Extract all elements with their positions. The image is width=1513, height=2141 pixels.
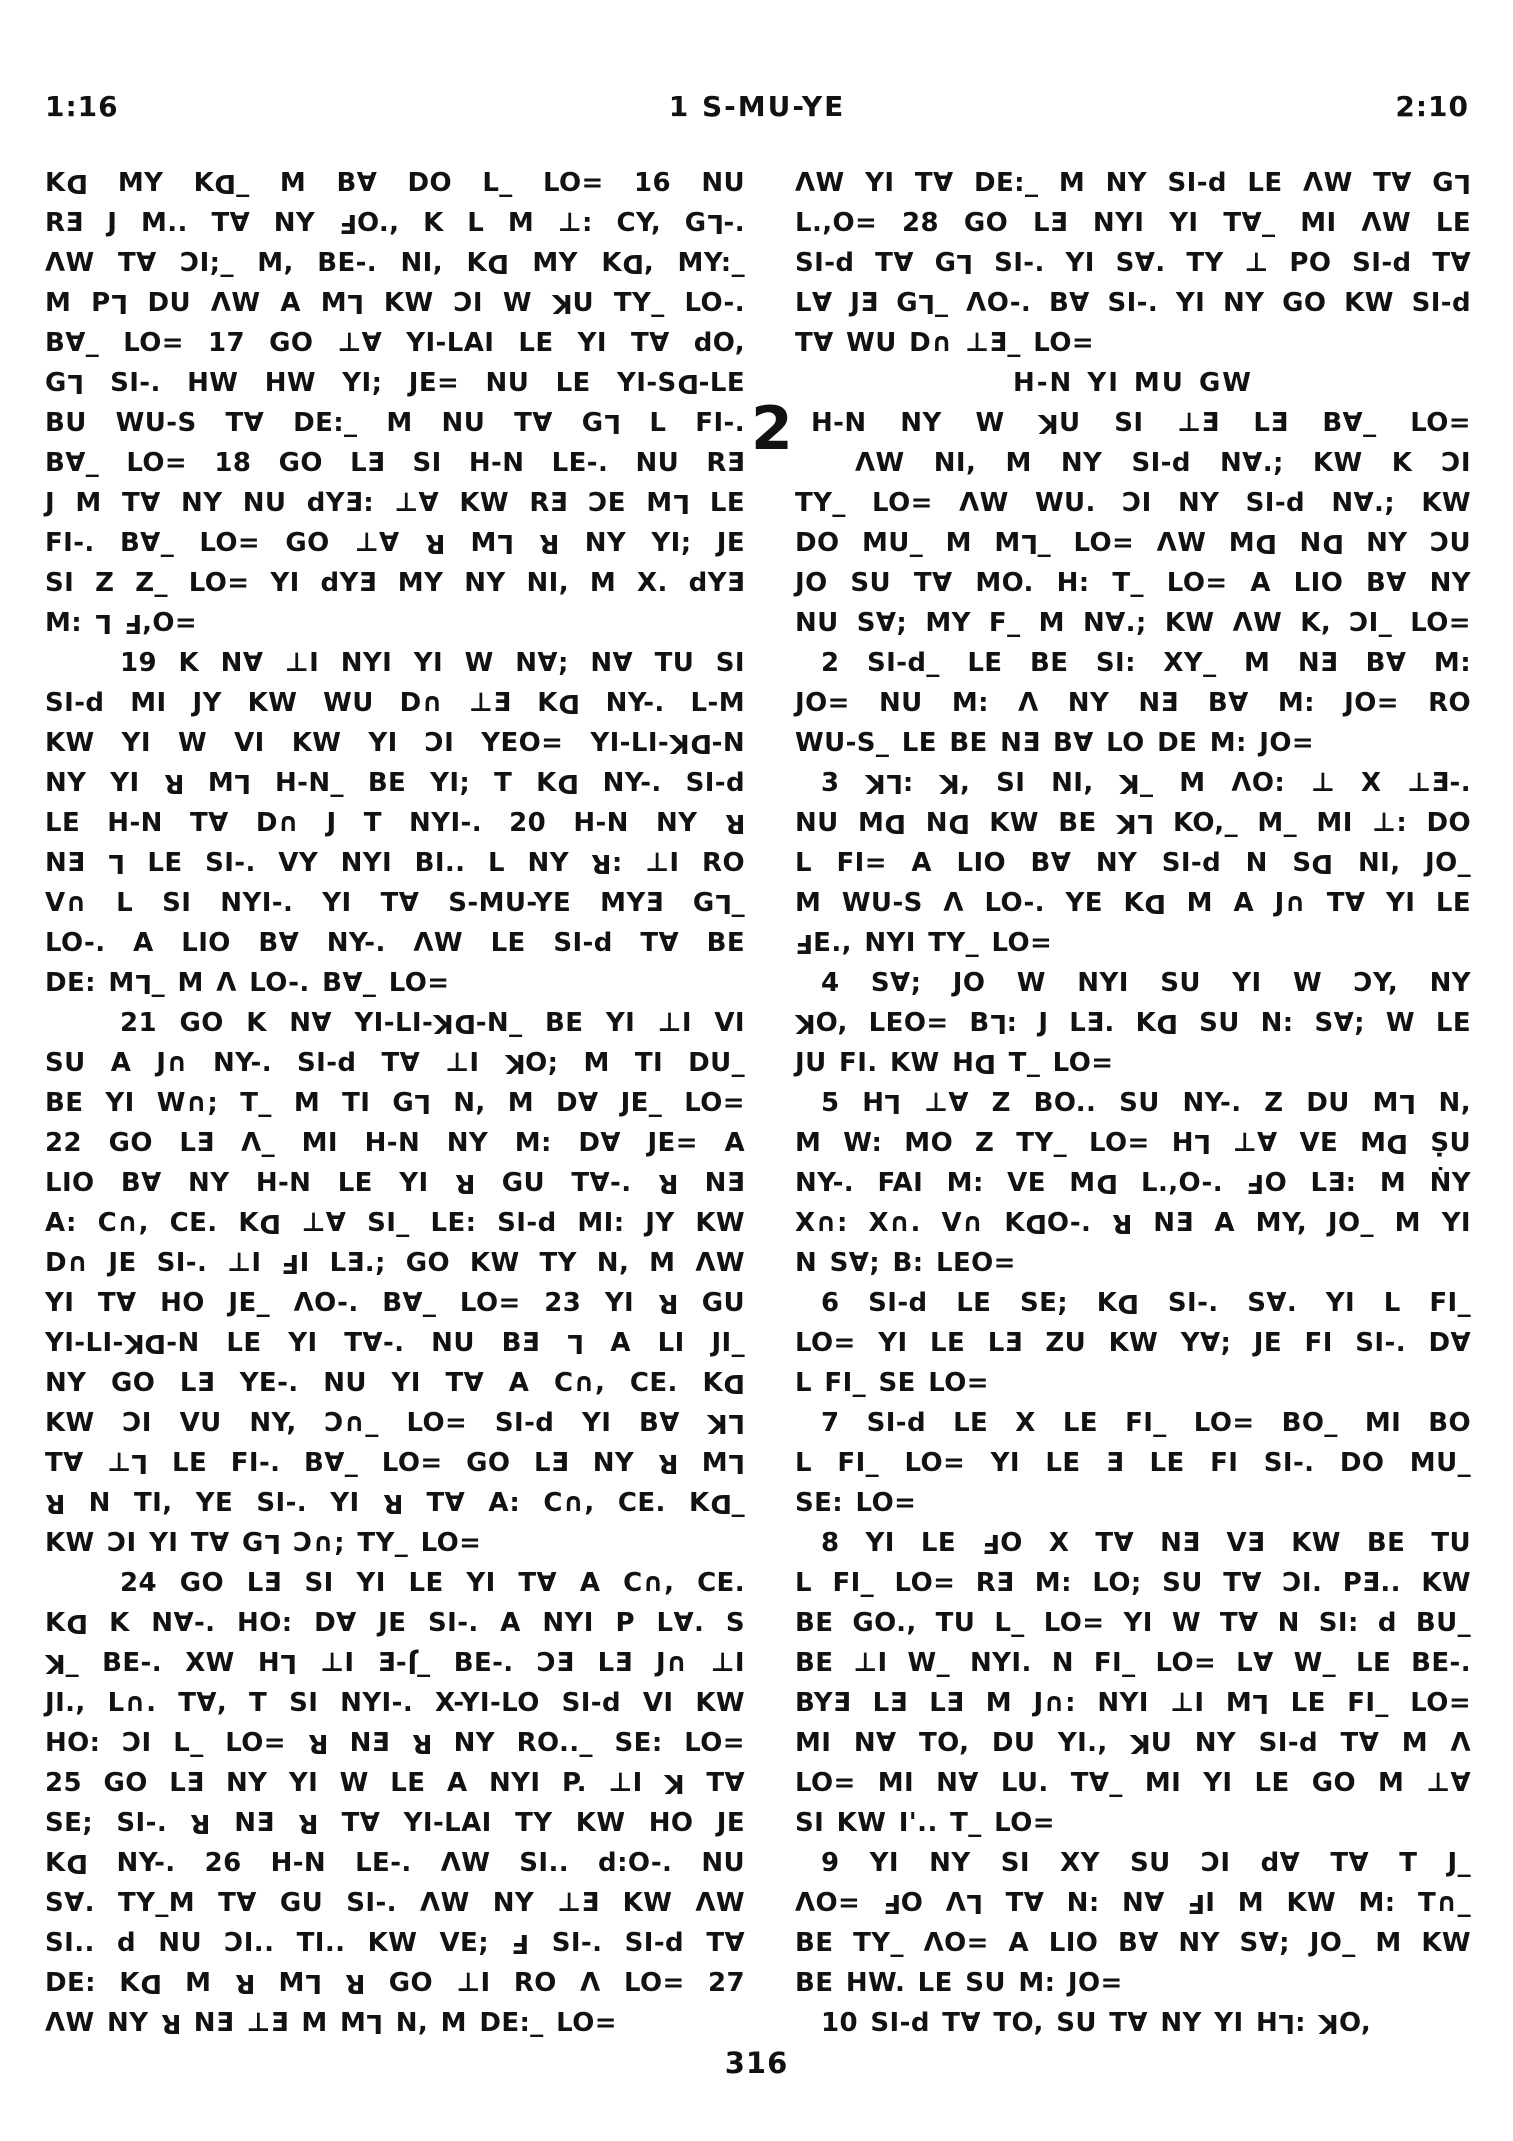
text-line: 22 GO LƎ Λ_ MI H-N NY M: D∀ JE= A bbox=[45, 1128, 745, 1158]
text-line: BE HW. LE SU M: JO= bbox=[795, 1968, 1123, 1998]
text-line: J M T∀ NY NU dYƎ: ⊥∀ KW RƎ ƆE ML LE bbox=[45, 483, 745, 523]
rotated-glyph: F bbox=[123, 608, 143, 638]
rotated-glyph: L bbox=[94, 608, 112, 638]
text-line: FI-. B∀_ LO= GO ⊥∀ R ML R NY YI; JE bbox=[45, 523, 745, 563]
rotated-glyph: R bbox=[657, 1168, 679, 1198]
rotated-glyph: R bbox=[411, 1728, 432, 1758]
rotated-glyph: L bbox=[107, 848, 125, 878]
rotated-glyph: K bbox=[1119, 768, 1141, 798]
text-line: 6 SI-d LE SE; KD SI-. S∀. YI L FI_ bbox=[795, 1283, 1471, 1323]
rotated-glyph: D bbox=[1144, 888, 1167, 918]
rotated-glyph: R bbox=[307, 1728, 329, 1758]
rotated-glyph: R bbox=[657, 1448, 679, 1478]
text-line: NU MD ND KW BE KL KO,_ M_ MI ⊥: DO bbox=[795, 803, 1471, 843]
text-line: B∀_ LO= 17 GO ⊥∀ YI-LAI LE YI T∀ dO, bbox=[45, 328, 745, 358]
chapter-drop-cap-number: 2 bbox=[751, 394, 793, 464]
text-line: 7 SI-d LE X LE FI_ LO= BO_ MI BO bbox=[821, 1408, 1471, 1438]
rotated-glyph: R bbox=[454, 1168, 476, 1198]
text-line: M PL DU ΛW A ML KW ƆI W KU TY_ LO-. bbox=[45, 283, 745, 323]
text-line: JU FI. KW HD T_ LO= bbox=[795, 1043, 1471, 1083]
text-line: 5 HL ⊥∀ Z BO.. SU NY-. Z DU ML N, bbox=[795, 1083, 1471, 1123]
text-line: ΛW YI T∀ DE:_ M NY SI-d LE ΛW T∀ GL bbox=[795, 163, 1471, 203]
text-line: RƎ J M.. T∀ NY FO., K L M ⊥: CY, GL-. bbox=[45, 203, 745, 243]
text-line: LO= YI LE LƎ ZU KW Y∀; JE FI SI-. D∀ bbox=[795, 1328, 1471, 1358]
text-line: V∩ L SI NYI-. YI T∀ S-MU-YE MYƎ GL_ bbox=[45, 883, 745, 923]
rotated-glyph: L bbox=[1193, 1128, 1211, 1158]
text-line: 3 KL: K, SI NI, K_ M ΛO: ⊥ X ⊥Ǝ-. bbox=[795, 763, 1471, 803]
rotated-glyph: L bbox=[966, 1888, 984, 1918]
rotated-glyph: K bbox=[939, 768, 961, 798]
rotated-glyph: D bbox=[65, 168, 88, 198]
text-line: KW YI W VI KW YI ƆI YEO= YI-LI-KD-N bbox=[45, 723, 745, 763]
text-line: SI.. d NU ƆI.. TI.. KW VE; F SI-. SI-d T∀ bbox=[45, 1923, 745, 1963]
rotated-glyph: R bbox=[297, 1808, 319, 1838]
rotated-glyph: K bbox=[664, 1768, 685, 1798]
text-line: KD MY KD_ M B∀ DO L_ LO= 16 NU bbox=[45, 163, 745, 203]
text-line: L FI_ SE LO= bbox=[795, 1368, 989, 1398]
text-line: SI Z Z_ LO= YI dYƎ MY NY NI, M X. dYƎ bbox=[45, 568, 745, 598]
rotated-glyph: L bbox=[566, 1328, 584, 1358]
text-line: SE: LO= bbox=[795, 1488, 917, 1518]
text-line: A: C∩, CE. KD ⊥∀ SI_ LE: SI-d MI: JY KW bbox=[45, 1203, 745, 1243]
text-line: 10 SI-d T∀ TO, SU T∀ NY YI HL: KO, bbox=[795, 2003, 1471, 2043]
text-line: LE H-N T∀ D∩ J T NYI-. 20 H-N NY R bbox=[45, 803, 745, 843]
rotated-glyph: R bbox=[591, 848, 612, 878]
text-line: KW ƆI VU NY, Ɔ∩_ LO= SI-d YI B∀ KL bbox=[45, 1403, 745, 1443]
rotated-glyph: R bbox=[657, 1288, 679, 1318]
rotated-glyph: D bbox=[1321, 528, 1344, 558]
text-line: BE TY_ ΛO= A LIO B∀ NY S∀; JO_ M KW bbox=[795, 1928, 1471, 1958]
rotated-glyph: F bbox=[882, 1888, 901, 1918]
text-line: BYƎ LƎ LƎ M J∩: NYI ⊥I ML LE FI_ LO= bbox=[795, 1683, 1471, 1723]
text-line: B∀_ LO= 18 GO LƎ SI H-N LE-. NU RƎ bbox=[45, 448, 745, 478]
text-line: HO: ƆI L_ LO= R NƎ R NY RO.._ SE: LO= bbox=[45, 1723, 745, 1763]
text-line: WU-S_ LE BE NƎ B∀ LO DE M: JO= bbox=[795, 728, 1315, 758]
rotated-glyph: K bbox=[1116, 808, 1137, 838]
text-line: L.,O= 28 GO LƎ NYI YI T∀_ MI ΛW LE bbox=[795, 208, 1471, 238]
text-line: BE GO., TU L_ LO= YI W T∀ N SI: d BU_ bbox=[795, 1608, 1471, 1638]
text-line: R N TI, YE SI-. YI R T∀ A: C∩, CE. KD_ bbox=[45, 1483, 745, 1523]
rotated-glyph: L bbox=[884, 1088, 902, 1118]
text-line: NU S∀; MY F_ M N∀.; KW ΛW K, ƆI_ LO= bbox=[795, 608, 1471, 638]
rotated-glyph: K bbox=[1038, 408, 1059, 438]
rotated-glyph: D bbox=[621, 248, 644, 278]
header-verse-ref-left: 1:16 bbox=[45, 90, 119, 123]
rotated-glyph: L bbox=[66, 368, 84, 398]
rotated-glyph: D bbox=[676, 368, 699, 398]
text-line: NY-. FAI M: VE MD L.,O-. FO LƎ: M ṄY bbox=[795, 1163, 1471, 1203]
text-line: JO= NU M: Λ NY NƎ B∀ M: JO= RO bbox=[795, 688, 1471, 718]
rotated-glyph: L bbox=[989, 1008, 1007, 1038]
text-line: D∩ JE SI-. ⊥I FI LƎ.; GO KW TY N, M ΛW bbox=[45, 1243, 745, 1283]
section-heading: H-N YI MU GW bbox=[1013, 368, 1253, 398]
text-line: 24 GO LƎ SI YI LE YI T∀ A C∩, CE. bbox=[120, 1568, 745, 1598]
text-line: M W: MO Z TY_ LO= HL ⊥∀ VE MD ṢU bbox=[795, 1123, 1471, 1163]
text-line: LO= MI N∀ LU. T∀_ MI YI LE GO M ⊥∀ bbox=[795, 1768, 1471, 1798]
rotated-glyph: L bbox=[1136, 808, 1154, 838]
rotated-glyph: D bbox=[65, 1608, 88, 1638]
rotated-glyph: L bbox=[496, 528, 514, 558]
page-footer bbox=[0, 2046, 1513, 2080]
rotated-glyph: F bbox=[1187, 1888, 1206, 1918]
text-line: SI KW I'.. T_ LO= bbox=[795, 1808, 1055, 1838]
rotated-glyph: L bbox=[131, 1448, 149, 1478]
rotated-glyph: K bbox=[795, 1008, 816, 1038]
rotated-glyph: K bbox=[123, 1328, 145, 1358]
page-title: 1 S-MU-YE bbox=[668, 90, 846, 123]
text-line: L FI= A LIO B∀ NY SI-d N SD NI, JO_ bbox=[795, 843, 1471, 883]
text-line: JI., L∩. T∀, T SI NYI-. X-YI-LO SI-d VI KW bbox=[45, 1688, 745, 1718]
rotated-glyph: L bbox=[1398, 1088, 1416, 1118]
rotated-glyph: D bbox=[1117, 1288, 1140, 1318]
rotated-glyph: K bbox=[669, 728, 690, 758]
rotated-glyph: D bbox=[557, 688, 580, 718]
rotated-glyph: R bbox=[382, 1488, 404, 1518]
rotated-glyph: D bbox=[65, 1848, 88, 1878]
text-line: DO MU_ M ML_ LO= ΛW MD ND NY ƆU bbox=[795, 523, 1471, 563]
rotated-glyph: K bbox=[45, 1648, 66, 1678]
text-line: GL SI-. HW HW YI; JE= NU LE YI-SD-LE bbox=[45, 363, 745, 403]
text-line: 2 SI-d_ LE BE SI: XY_ M NƎ B∀ M: bbox=[821, 648, 1471, 678]
rotated-glyph: L bbox=[1454, 168, 1471, 198]
rotated-glyph: L bbox=[280, 1648, 298, 1678]
text-line: SI-d T∀ GL SI-. YI S∀. TY ⊥ PO SI-d T∀ bbox=[795, 243, 1471, 283]
rotated-glyph: D bbox=[974, 1048, 997, 1078]
rotated-glyph: F bbox=[1246, 1168, 1265, 1198]
rotated-glyph: L bbox=[1252, 1688, 1270, 1718]
page-number: 316 bbox=[724, 2046, 789, 2080]
text-line: L∀ JƎ GL_ ΛO-. B∀ SI-. YI NY GO KW SI-d bbox=[795, 283, 1471, 323]
text-line: T∀ WU D∩ ⊥Ǝ_ LO= bbox=[795, 328, 1095, 358]
text-line: ΛW NY R NƎ ⊥Ǝ M ML N, M DE:_ LO= bbox=[45, 2003, 745, 2043]
text-line: 25 GO LƎ NY YI W LE A NYI P. ⊥I K T∀ bbox=[45, 1763, 745, 1803]
text-line: KW ƆI YI T∀ GL Ɔ∩; TY_ LO= bbox=[45, 1523, 745, 1563]
text-line: FE., NYI TY_ LO= bbox=[795, 923, 1471, 963]
rotated-glyph: D bbox=[1386, 1128, 1409, 1158]
rotated-glyph: L bbox=[672, 488, 690, 518]
text-line: LIO B∀ NY H-N LE YI R GU T∀-. R NƎ bbox=[45, 1163, 745, 1203]
rotated-glyph: L bbox=[706, 208, 724, 238]
text-line: KO, LEO= BL: J LƎ. KD SU N: S∀; W LE bbox=[795, 1003, 1471, 1043]
rotated-glyph: D bbox=[144, 1328, 167, 1358]
text-line: SI-d MI JY KW WU D∩ ⊥Ǝ KD NY-. L-M bbox=[45, 683, 745, 723]
rotated-glyph: R bbox=[424, 528, 446, 558]
text-line: ΛW NI, M NY SI-d N∀.; KW K ƆI bbox=[855, 448, 1471, 478]
text-line: LO-. A LIO B∀ NY-. ΛW LE SI-d T∀ BE bbox=[45, 928, 745, 958]
text-line: NY YI R ML H-N_ BE YI; T KD NY-. SI-d bbox=[45, 763, 745, 803]
rotated-glyph: R bbox=[724, 808, 745, 838]
rotated-glyph: D bbox=[1311, 848, 1334, 878]
text-line: S∀. TY_M T∀ GU SI-. ΛW NY ⊥Ǝ KW ΛW bbox=[45, 1888, 745, 1918]
text-line: M: L F,O= bbox=[45, 603, 745, 643]
text-line: KD NY-. 26 H-N LE-. ΛW SI.. d:O-. NU bbox=[45, 1843, 745, 1883]
text-line: YI-LI-KD-N LE YI T∀-. NU BƎ L A LI JI_ bbox=[45, 1323, 745, 1363]
rotated-glyph: D bbox=[1255, 528, 1278, 558]
rotated-glyph: K bbox=[865, 768, 886, 798]
text-line: BE YI W∩; T_ M TI GL N, M D∀ JE_ LO= bbox=[45, 1083, 745, 1123]
rotated-glyph: R bbox=[345, 1968, 366, 1998]
rotated-glyph: L bbox=[603, 408, 621, 438]
text-line: 4 S∀; JO W NYI SU YI W ƆY, NY bbox=[821, 968, 1471, 998]
rotated-glyph: D bbox=[1095, 1168, 1118, 1198]
rotated-glyph: L bbox=[918, 288, 935, 318]
rotated-glyph: D bbox=[947, 808, 970, 838]
text-line: ΛW T∀ ƆI;_ M, BE-. NI, KD MY KD, MY:_ bbox=[45, 243, 745, 283]
rotated-glyph: D bbox=[1024, 1208, 1047, 1238]
rotated-glyph: L bbox=[1020, 528, 1038, 558]
rotated-glyph: R bbox=[1112, 1208, 1133, 1238]
rotated-glyph: L bbox=[1278, 2008, 1296, 2038]
rotated-glyph: L bbox=[885, 768, 903, 798]
rotated-glyph: L bbox=[347, 288, 365, 318]
header-verse-ref-right: 2:10 bbox=[1395, 90, 1469, 123]
rotated-glyph: L bbox=[414, 1088, 432, 1118]
rotated-glyph: F bbox=[338, 208, 357, 238]
text-line: YI T∀ HO JE_ ΛO-. B∀_ LO= 23 YI R GU bbox=[45, 1283, 745, 1323]
rotated-glyph: R bbox=[163, 768, 184, 798]
text-line: ΛO= FO ΛL T∀ N: N∀ FI M KW M: T∩_ bbox=[795, 1883, 1471, 1923]
rotated-glyph: D bbox=[453, 1008, 476, 1038]
text-line: BE ⊥I W_ NYI. N FI_ LO= L∀ W_ LE BE-. bbox=[795, 1648, 1471, 1678]
text-line: SU A J∩ NY-. SI-d T∀ ⊥I KO; M TI DU_ bbox=[45, 1043, 745, 1083]
text-line: TY_ LO= ΛW WU. ƆI NY SI-d N∀.; KW bbox=[795, 488, 1471, 518]
rotated-glyph: D bbox=[884, 808, 907, 838]
rotated-glyph: D bbox=[214, 168, 237, 198]
rotated-glyph: L bbox=[110, 288, 128, 318]
rotated-glyph: L bbox=[728, 1408, 745, 1438]
rotated-glyph: J bbox=[407, 1648, 418, 1678]
rotated-glyph: D bbox=[709, 1488, 732, 1518]
text-line: N S∀; B: LEO= bbox=[795, 1248, 1016, 1278]
rotated-glyph: D bbox=[487, 248, 509, 278]
rotated-glyph: K bbox=[551, 288, 573, 318]
text-line: L FI_ LO= YI LE Ǝ LE FI SI-. DO MU_ bbox=[795, 1448, 1471, 1478]
text-line: 8 YI LE FO X T∀ NƎ VƎ KW BE TU bbox=[795, 1523, 1471, 1563]
rotated-glyph: F bbox=[511, 1928, 530, 1958]
rotated-glyph: L bbox=[304, 1968, 322, 1998]
text-line: DE: ML_ M Λ LO-. B∀_ LO= bbox=[45, 963, 745, 1003]
rotated-glyph: K bbox=[433, 1008, 454, 1038]
text-line: KD K N∀-. HO: D∀ JE SI-. A NYI P L∀. S bbox=[45, 1603, 745, 1643]
rotated-glyph: D bbox=[1156, 1008, 1179, 1038]
text-line: JO SU T∀ MO. H: T_ LO= A LIO B∀ NY bbox=[795, 568, 1471, 598]
rotated-glyph: R bbox=[160, 2008, 182, 2038]
rotated-glyph: D bbox=[139, 1968, 162, 1998]
text-line: L FI_ LO= RƎ M: LO; SU T∀ ƆI. PƎ.. KW bbox=[795, 1568, 1471, 1598]
rotated-glyph: K bbox=[504, 1048, 526, 1078]
rotated-glyph: R bbox=[234, 1968, 256, 1998]
rotated-glyph: R bbox=[539, 528, 560, 558]
text-line: 21 GO K N∀ YI-LI-KD-N_ BE YI ⊥I VI bbox=[45, 1003, 745, 1043]
rotated-glyph: F bbox=[982, 1528, 1001, 1558]
rotated-glyph: F bbox=[795, 928, 814, 958]
rotated-glyph: L bbox=[366, 2008, 384, 2038]
rotated-glyph: D bbox=[723, 1368, 745, 1398]
text-line: NY GO LƎ YE-. NU YI T∀ A C∩, CE. KD bbox=[45, 1363, 745, 1403]
rotated-glyph: D bbox=[556, 768, 579, 798]
rotated-glyph: R bbox=[190, 1808, 211, 1838]
text-line: DE: KD M R ML R GO ⊥I RO Λ LO= 27 bbox=[45, 1963, 745, 2003]
rotated-glyph: L bbox=[728, 1448, 745, 1478]
rotated-glyph: F bbox=[281, 1248, 300, 1278]
rotated-glyph: D bbox=[689, 728, 712, 758]
rotated-glyph: L bbox=[134, 968, 152, 998]
text-line: NƎ L LE SI-. VY NYI BI.. L NY R: ⊥I RO bbox=[45, 843, 745, 883]
rotated-glyph: L bbox=[956, 248, 974, 278]
rotated-glyph: K bbox=[1130, 1728, 1151, 1758]
text-line: K_ BE-. XW HL ⊥I Ǝ-J_ BE-. ƆƎ LƎ J∩ ⊥I bbox=[45, 1643, 745, 1683]
rotated-glyph: L bbox=[263, 1528, 281, 1558]
text-line: MI N∀ TO, DU YI., KU NY SI-d T∀ M Λ bbox=[795, 1723, 1471, 1763]
text-line: M WU-S Λ LO-. YE KD M A J∩ T∀ YI LE bbox=[795, 883, 1471, 923]
text-line: 9 YI NY SI XY SU ƆI d∀ T∀ T J_ bbox=[821, 1848, 1471, 1878]
rotated-glyph: K bbox=[707, 1408, 729, 1438]
right-text-column bbox=[751, 163, 1472, 2043]
left-text-column bbox=[45, 163, 745, 2043]
rotated-glyph: K bbox=[1318, 2008, 1339, 2038]
text-line: X∩: X∩. V∩ KDO-. R NƎ A MY, JO_ M YI bbox=[795, 1203, 1471, 1243]
text-line: BU WU-S T∀ DE:_ M NU T∀ GL L FI-. bbox=[45, 403, 745, 443]
page-header bbox=[45, 90, 1469, 126]
rotated-glyph: L bbox=[714, 888, 732, 918]
text-line: SE; SI-. R NƎ R T∀ YI-LAI TY KW HO JE bbox=[45, 1803, 745, 1843]
rotated-glyph: L bbox=[234, 768, 252, 798]
text-line: H-N NY W KU SI ⊥Ǝ LƎ B∀_ LO= bbox=[811, 403, 1471, 443]
rotated-glyph: R bbox=[45, 1488, 66, 1518]
text-line: T∀ ⊥L LE FI-. B∀_ LO= GO LƎ NY R ML bbox=[45, 1443, 745, 1483]
rotated-glyph: D bbox=[258, 1208, 281, 1238]
text-line: 19 K N∀ ⊥I NYI YI W N∀; N∀ TU SI bbox=[120, 648, 745, 678]
